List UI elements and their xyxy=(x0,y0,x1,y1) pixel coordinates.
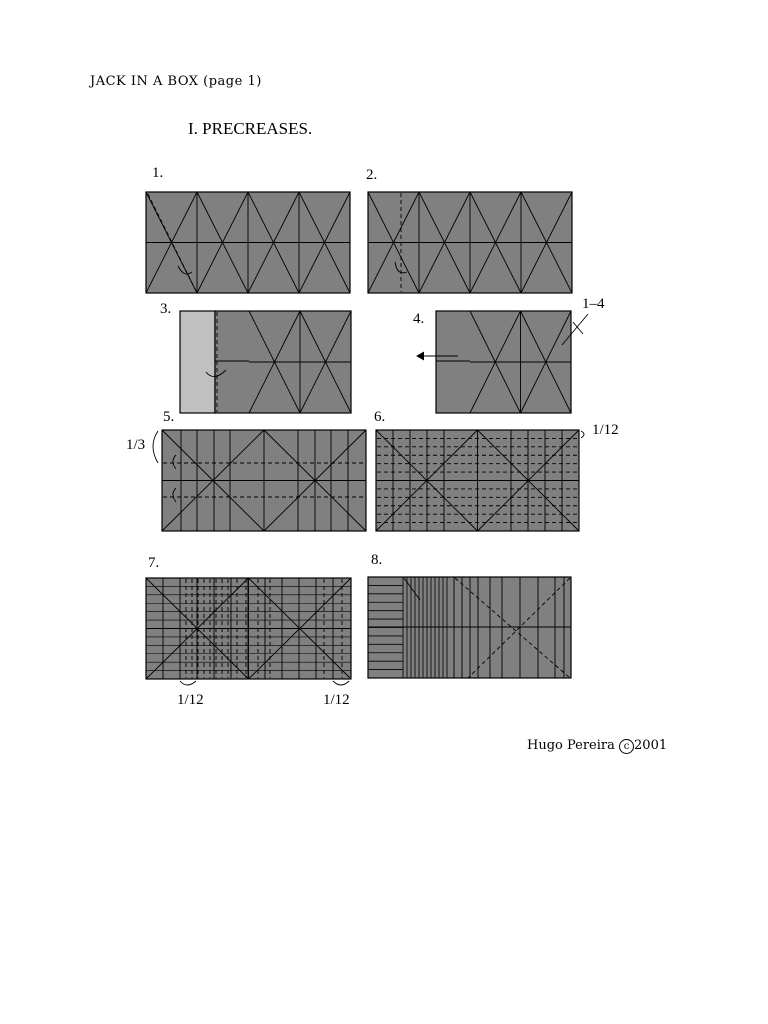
step-6-fraction: 1/12 xyxy=(592,422,619,438)
step-2-diagram xyxy=(368,192,572,293)
page-header: JACK IN A BOX (page 1) xyxy=(90,74,262,89)
twelfth-bracket xyxy=(180,681,196,685)
step-5-number: 5. xyxy=(163,409,175,425)
step-6-diagram xyxy=(376,430,584,531)
step-5-diagram xyxy=(153,430,366,531)
step-7-number: 7. xyxy=(148,555,160,571)
step-1-number: 1. xyxy=(152,165,164,181)
step-4-number: 4. xyxy=(413,311,425,327)
copyright-symbol: c xyxy=(619,739,634,754)
step-8-number: 8. xyxy=(371,552,383,568)
push-arrow-head xyxy=(417,352,424,360)
twelfth-bracket xyxy=(333,681,349,685)
twelfth-bracket xyxy=(581,431,584,438)
copyright-year: 2001 xyxy=(634,738,668,753)
step-6-number: 6. xyxy=(374,409,386,425)
step-7-diagram xyxy=(146,578,351,685)
step-7-left-fraction: 1/12 xyxy=(177,692,204,708)
step-3-diagram xyxy=(180,311,351,413)
step-4-reference: 1–4 xyxy=(582,296,605,312)
step-8-diagram xyxy=(368,577,571,678)
step-7-right-fraction: 1/12 xyxy=(323,692,350,708)
step-5-fraction: 1/3 xyxy=(126,437,146,453)
author-name: Hugo Pereira xyxy=(527,738,615,753)
folded-flap xyxy=(180,311,215,413)
step-1-diagram xyxy=(146,192,350,293)
step-2-number: 2. xyxy=(366,167,378,183)
step-4-diagram xyxy=(417,311,588,413)
step-3-number: 3. xyxy=(160,301,172,317)
thirds-bracket xyxy=(153,431,158,463)
reference-pointer-tick xyxy=(573,322,583,334)
section-title: I. PRECREASES. xyxy=(188,119,313,138)
